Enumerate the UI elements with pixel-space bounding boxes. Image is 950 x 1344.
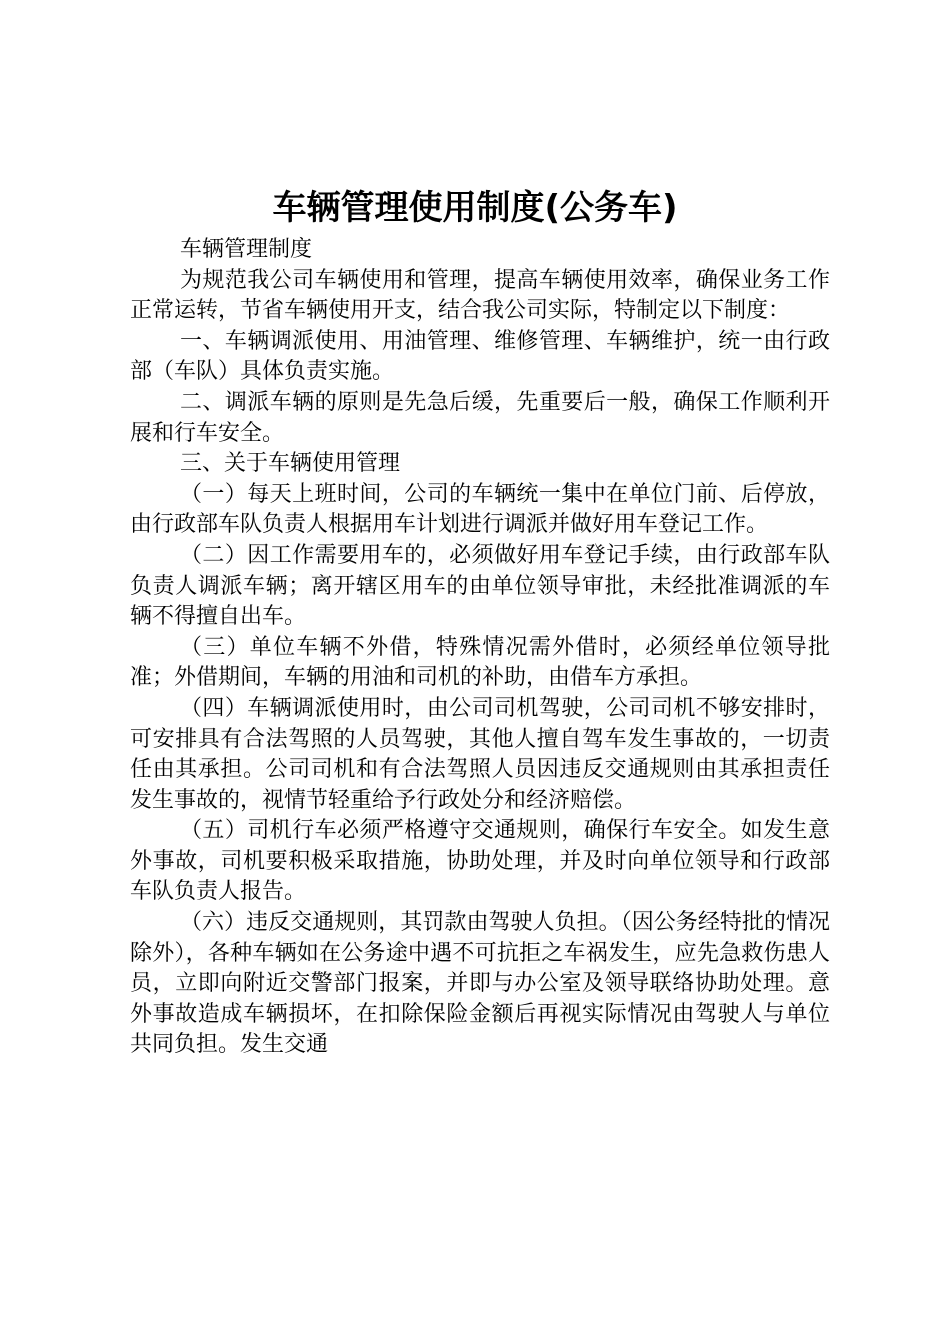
paragraph-item-1: （一）每天上班时间，公司的车辆统一集中在单位门前、后停放，由行政部车队负责人根据用车计划进行调派并做好用车登记工作。	[130, 481, 830, 538]
paragraph-section-2: 二、调派车辆的原则是先急后缓，先重要后一般，确保工作顺利开展和行车安全。	[130, 389, 830, 446]
paragraph-item-3: （三）单位车辆不外借，特殊情况需外借时，必须经单位领导批准；外借期间，车辆的用油和司机的补助，由借车方承担。	[130, 634, 830, 691]
paragraph-section-1: 一、车辆调派使用、用油管理、维修管理、车辆维护，统一由行政部（车队）具体负责实施。	[130, 328, 830, 385]
document-title: 车辆管理使用制度(公务车)	[272, 188, 678, 228]
paragraph-item-5: （五）司机行车必须严格遵守交通规则，确保行车安全。如发生意外事故，司机要积极采取措施，协助处理，并及时向单位领导和行政部车队负责人报告。	[130, 818, 830, 905]
paragraph-intro: 为规范我公司车辆使用和管理，提高车辆使用效率，确保业务工作正常运转，节省车辆使用开支，结合我公司实际，特制定以下制度：	[130, 267, 830, 324]
paragraph-item-2: （二）因工作需要用车的，必须做好用车登记手续，由行政部车队负责人调派车辆；离开辖区用车的由单位领导审批，未经批准调派的车辆不得擅自出车。	[130, 542, 830, 630]
paragraph-item-4: （四）车辆调派使用时，由公司司机驾驶，公司司机不够安排时，可安排具有合法驾照的人员驾驶，其他人擅自驾车发生事故的，一切责任由其承担。公司司机和有合法驾照人员因违反交通规则由其承担责任发生事故的，视情节轻重给予行政处分和经济赔偿。	[130, 695, 830, 813]
paragraph-section-3: 三、关于车辆使用管理	[180, 451, 401, 477]
paragraph-item-6: （六）违反交通规则，其罚款由驾驶人负担。（因公务经特批的情况除外），各种车辆如在公务途中遇不可抗拒之车祸发生，应先急救伤患人员，立即向附近交警部门报案，并即与办公室及领导联络协助处理。意外事故造成车辆损坏，在扣除保险金额后再视实际情况由驾驶人与单位共同负担。发生交通	[130, 910, 830, 1058]
document-body	[130, 235, 830, 1061]
paragraph-heading: 车辆管理制度	[180, 237, 313, 262]
